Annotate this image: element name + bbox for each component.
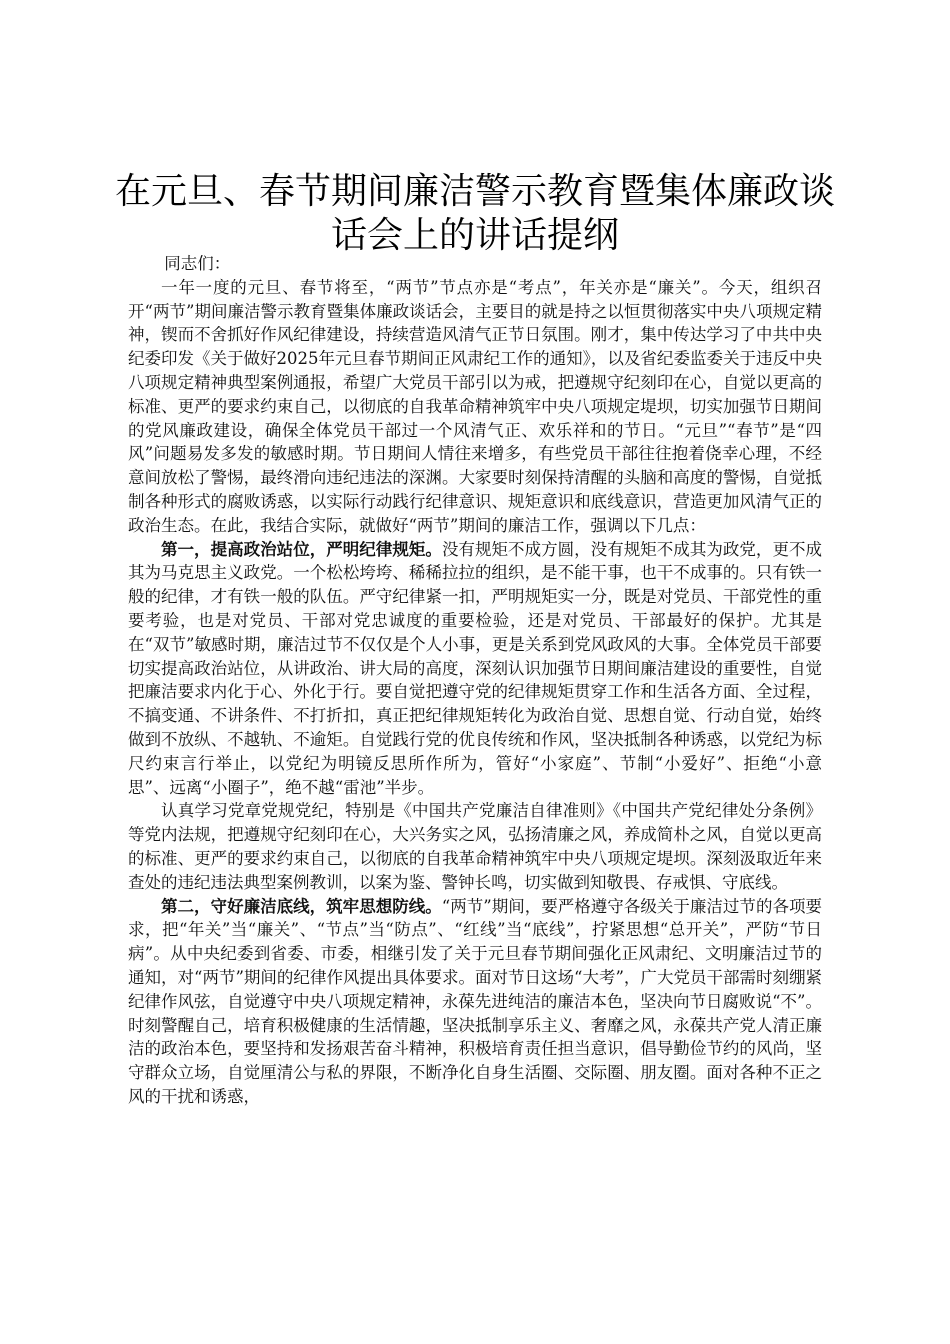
- document-title: [100, 170, 850, 258]
- title-line-2: 话会上的讲话提纲: [330, 215, 619, 256]
- paragraph-point-two: [128, 895, 822, 1109]
- paragraph-text: 认真学习党章党规党纪，特别是《中国共产党廉洁自律准则》《中国共产党纪律处分条例》等党内法规，把遵规守纪刻印在心，大兴务实之风，弘扬清廉之风，养成简朴之风，自觉以更高的标准、更严的要求约束自己，以彻底的自我革命精神筑牢中央八项规定堤坝。深刻汲取近年来查处的违纪违法典型案例教训，以案为鉴、警钟长鸣，切实做到知敬畏、存戒惧、守底线。: [128, 801, 822, 892]
- salutation: 同志们：: [164, 254, 231, 273]
- paragraph-intro: [128, 276, 822, 538]
- paragraph-heading: 第一，提高政治站位，严明纪律规矩。: [161, 539, 442, 559]
- title-line-1: 在元旦、春节期间廉洁警示教育暨集体廉政谈: [114, 171, 835, 212]
- paragraph-heading: 第二，守好廉洁底线，筑牢思想防线。: [161, 896, 442, 916]
- paragraph-study: [128, 799, 822, 894]
- paragraph-point-one: [128, 538, 822, 800]
- paragraph-text: 一年一度的元旦、春节将至，“两节”节点亦是“考点”，年关亦是“廉关”。今天，组织召开“两节”期间廉洁警示教育暨集体廉政谈话会，主要目的就是持之以恒贯彻落实中央八项规定精神，锲而不舍抓好作风纪律建设，持续营造风清气正节日氛围。刚才，集中传达学习了中共中央纪委印发《关于做好2025年元旦春节期间正风肃纪工作的通知》，以及省纪委监委关于违反中央八项规定精神典型案例通报，希望广大党员干部引以为戒，把遵规守纪刻印在心，自觉以更高的标准、更严的要求约束自己，以彻底的自我革命精神筑牢中央八项规定堤坝，切实加强节日期间的党风廉政建设，确保全体党员干部过一个风清气正、欢乐祥和的节日。“元旦”“春节”是“四风”问题易发多发的敏感时期。节日期间人情往来增多，有些党员干部往往抱着侥幸心理，不经意间放松了警惕，最终滑向违纪违法的深渊。大家要时刻保持清醒的头脑和高度的警惕，自觉抵制各种形式的腐败诱惑，以实际行动践行纪律意识、规矩意识和底线意识，营造更加风清气正的政治生态。在此，我结合实际，就做好“两节”期间的廉洁工作，强调以下几点：: [128, 277, 822, 535]
- document-body: [128, 252, 822, 1109]
- paragraph-text: “两节”期间，要严格遵守各级关于廉洁过节的各项要求，把“年关”当“廉关”、“节点”当“防点”、“红线”当“底线”，拧紧思想“总开关”，严防“节日病”。从中央纪委到省委、市委，相继引发了关于元旦春节期间强化正风肃纪、文明廉洁过节的通知，对“两节”期间的纪律作风提出具体要求。面对节日这场“大考”，广大党员干部需时刻绷紧纪律作风弦，自觉遵守中央八项规定精神，永葆先进纯洁的廉洁本色，坚决向节日腐败说“不”。时刻警醒自己，培育积极健康的生活情趣，坚决抵制享乐主义、奢靡之风，永葆共产党人清正廉洁的政治本色，要坚持和发扬艰苦奋斗精神，积极培育责任担当意识，倡导勤俭节约的风尚，坚守群众立场，自觉厘清公与私的界限，不断净化自身生活圈、交际圈、朋友圈。面对各种不正之风的干扰和诱惑，: [128, 896, 822, 1106]
- paragraph-text: 没有规矩不成方圆，没有规矩不成其为政党，更不成其为马克思主义政党。一个松松垮垮、稀稀拉拉的组织，是不能干事，也干不成事的。只有铁一般的纪律，才有铁一般的队伍。严守纪律紧一扣，严明规矩实一分，既是对党员、干部党性的重要考验，也是对党员、干部对党忠诚度的重要检验，还是对党员、干部最好的保护。尤其是在“双节”敏感时期，廉洁过节不仅仅是个人小事，更是关系到党风政风的大事。全体党员干部要切实提高政治站位，从讲政治、讲大局的高度，深刻认识加强节日期间廉洁建设的重要性，自觉把廉洁要求内化于心、外化于行。要自觉把遵守党的纪律规矩贯穿工作和生活各方面、全过程，不搞变通、不讲条件、不打折扣，真正把纪律规矩转化为政治自觉、思想自觉、行动自觉，始终做到不放纵、不越轨、不逾矩。自觉践行党的优良传统和作风，坚决抵制各种诱惑，以党纪为标尺约束言行举止，以党纪为明镜反思所作所为，管好“小家庭”、节制“小爱好”、拒绝“小意思”、远离“小圈子”，绝不越“雷池”半步。: [128, 539, 823, 797]
